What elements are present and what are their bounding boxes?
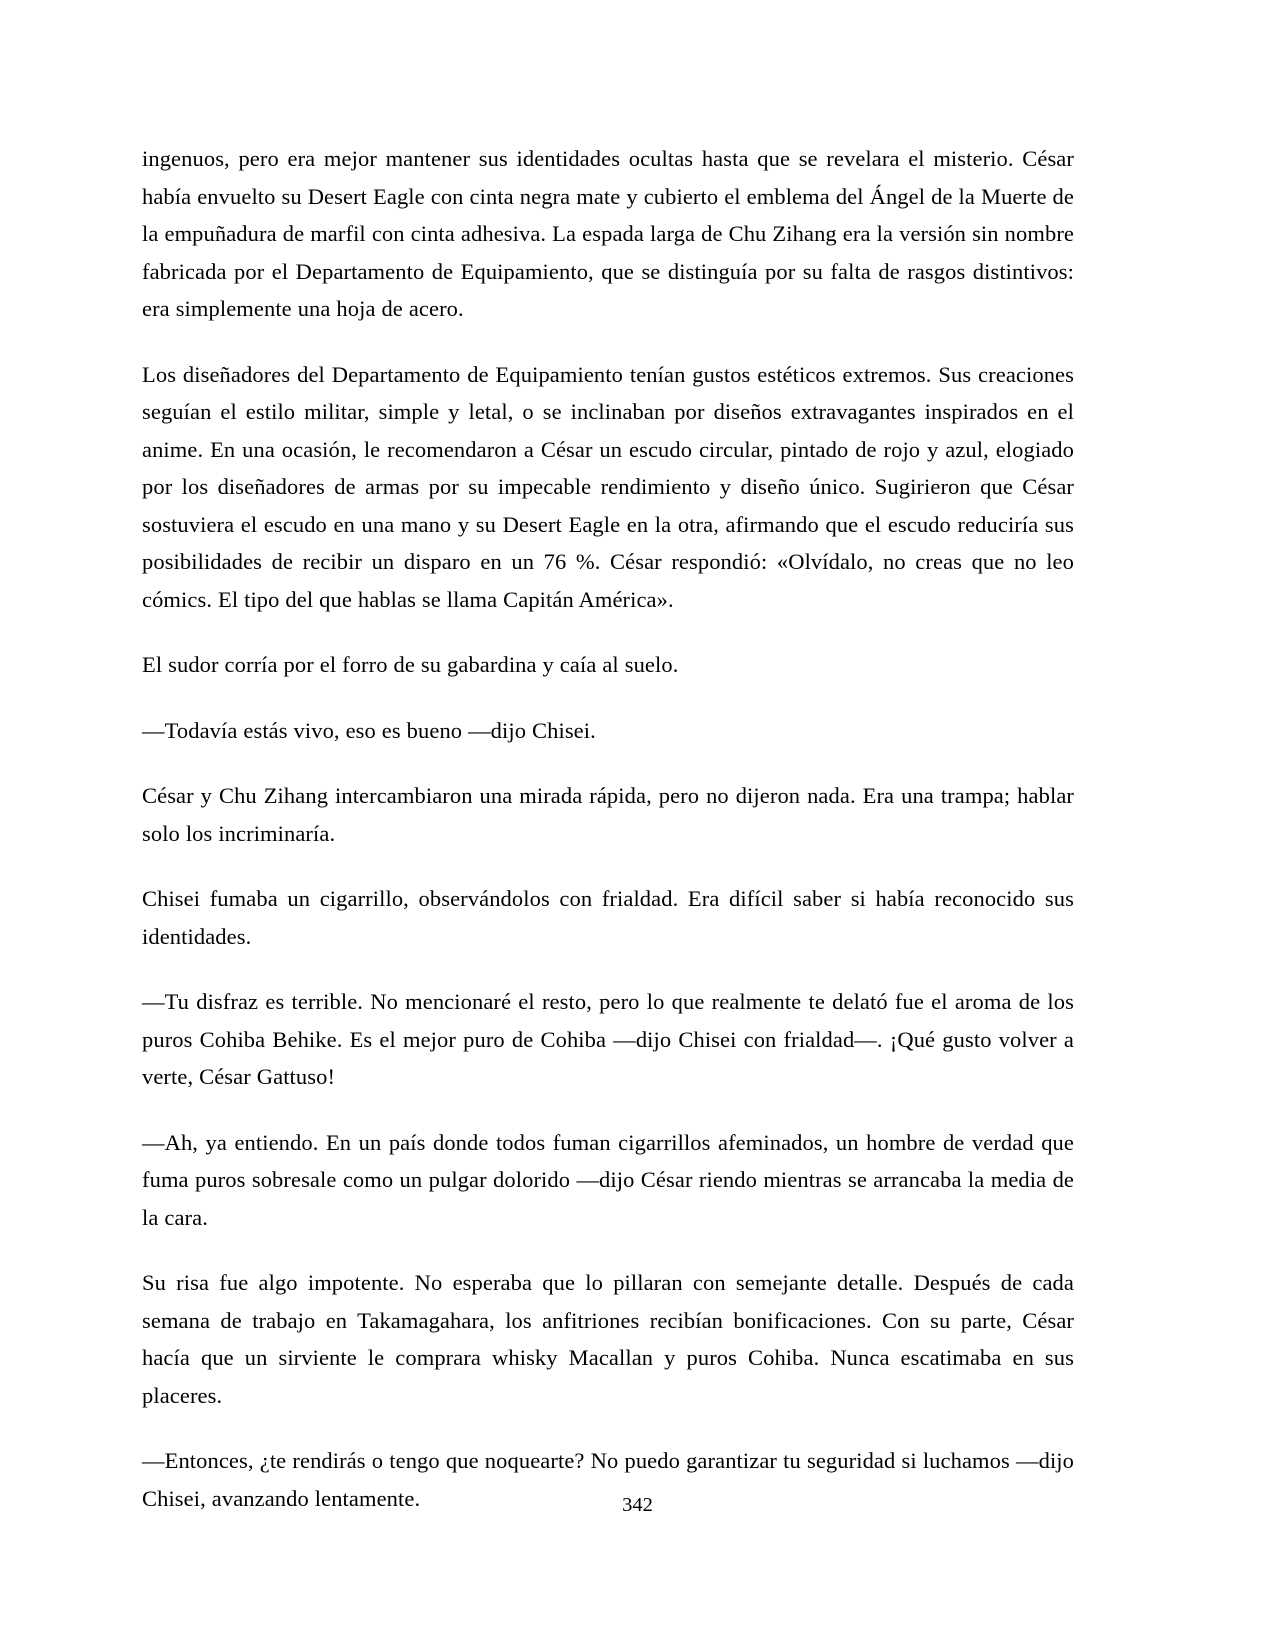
- body-text: [142, 140, 1074, 1517]
- paragraph: César y Chu Zihang intercambiaron una mirada rápida, pero no dijeron nada. Era una trampa; hablar solo los incriminaría.: [142, 783, 1074, 846]
- paragraph: Los diseñadores del Departamento de Equipamiento tenían gustos estéticos extremos. Sus creaciones seguían el estilo militar, simple y letal, o se inclinaban por diseños extravagantes inspirados en el anime. En una ocasión, le recomendaron a César un escudo circular, pintado de rojo y azul, elogiado por los diseñadores de armas por su impecable rendimiento y diseño único. Sugirieron que César sostuviera el escudo en una mano y su Desert Eagle en la otra, afirmando que el escudo reduciría sus posibilidades de recibir un disparo en un 76 %. César respondió: «Olvídalo, no creas que no leo cómics. El tipo del que hablas se llama Capitán América».: [142, 361, 1074, 612]
- page-number: 342: [622, 1494, 653, 1516]
- paragraph: —Todavía estás vivo, eso es bueno —dijo Chisei.: [142, 717, 596, 743]
- paragraph: Chisei fumaba un cigarrillo, observándolos con frialdad. Era difícil saber si había reconocido sus identidades.: [142, 886, 1074, 949]
- paragraph: Su risa fue algo impotente. No esperaba que lo pillaran con semejante detalle. Después de cada semana de trabajo en Takamagahara, los anfitriones recibían bonificaciones. Con su parte, César hacía que un sirviente le comprara whisky Macallan y puros Cohiba. Nunca escatimaba en sus placeres.: [142, 1270, 1074, 1408]
- paragraph: —Ah, ya entiendo. En un país donde todos fuman cigarrillos afeminados, un hombre de verdad que fuma puros sobresale como un pulgar dolorido —dijo César riendo mientras se arrancaba la media de la cara.: [142, 1129, 1074, 1230]
- paragraph: —Entonces, ¿te rendirás o tengo que noquearte? No puedo garantizar tu seguridad si luchamos —dijo Chisei, avanzando lentamente.: [142, 1448, 1074, 1511]
- paragraph: —Tu disfraz es terrible. No mencionaré el resto, pero lo que realmente te delató fue el aroma de los puros Cohiba Behike. Es el mejor puro de Cohiba —dijo Chisei con frialdad—. ¡Qué gusto volver a verte, César Gattuso!: [142, 989, 1074, 1089]
- paragraph: El sudor corría por el forro de su gabardina y caía al suelo.: [142, 652, 679, 677]
- paragraph: ingenuos, pero era mejor mantener sus identidades ocultas hasta que se revelara el misterio. César había envuelto su Desert Eagle con cinta negra mate y cubierto el emblema del Ángel de la Muerte de la empuñadura de marfil con cinta adhesiva. La espada larga de Chu Zihang era la versión sin nombre fabricada por el Departamento de Equipamiento, que se distinguía por su falta de rasgos distintivos: era simplemente una hoja de acero.: [142, 146, 1074, 321]
